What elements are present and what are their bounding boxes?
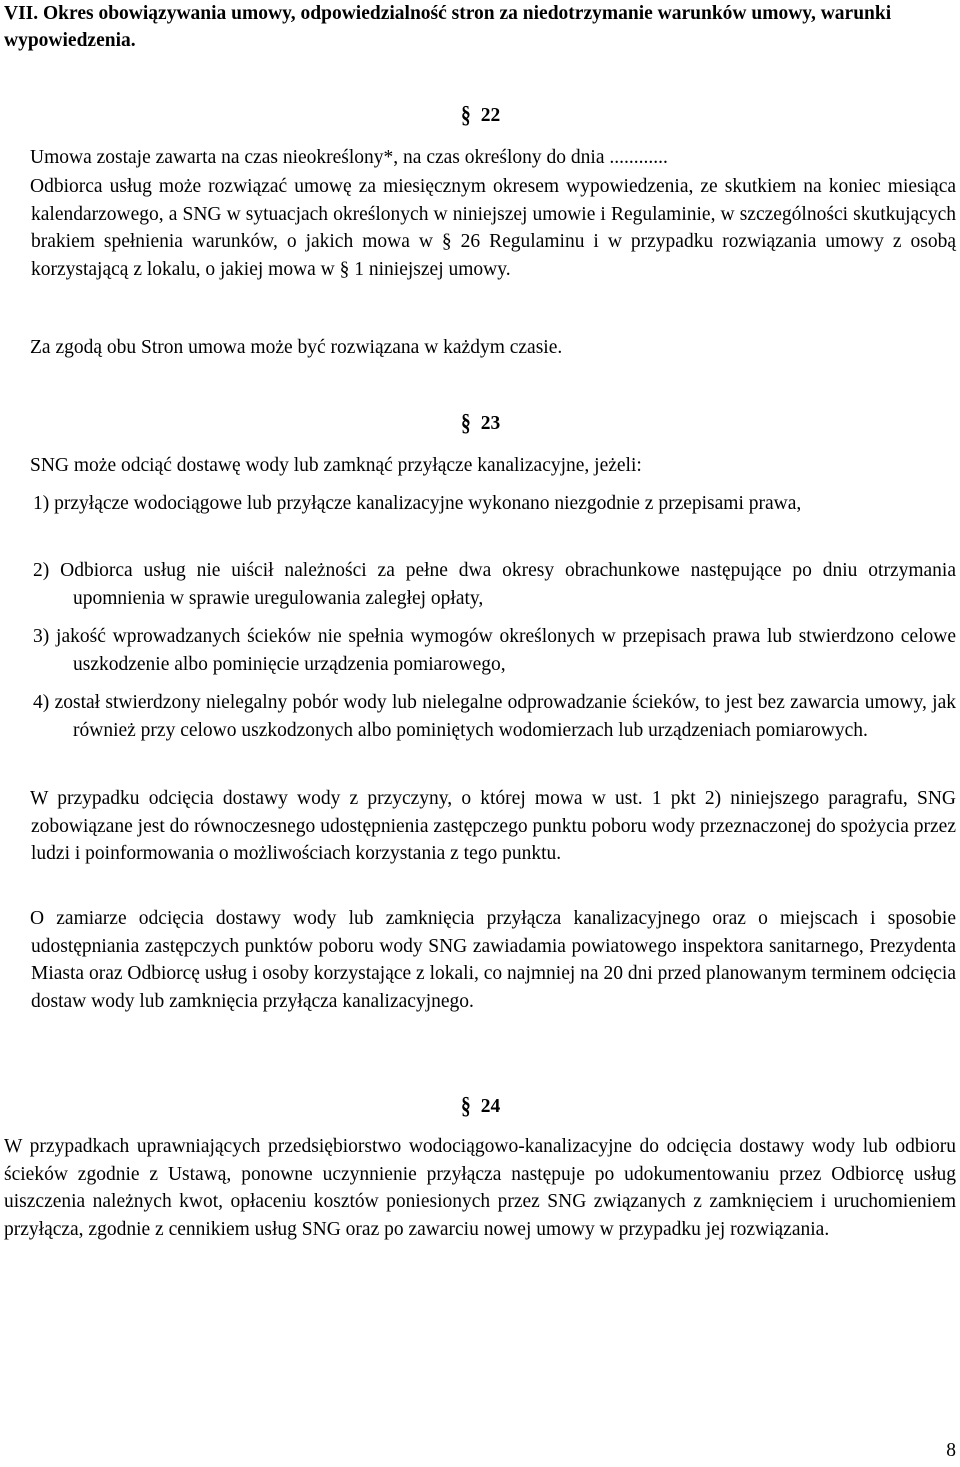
p23-subitem-3 <box>33 623 956 678</box>
item-number <box>4 785 30 813</box>
item-number <box>4 905 30 933</box>
p23-subitem-2 <box>33 557 956 612</box>
p22-item-2 <box>4 173 956 283</box>
paragraph-symbol: § <box>461 1093 471 1120</box>
paragraph-22-heading <box>461 104 500 128</box>
item-text: Umowa zostaje zawarta na czas nieokreślony*, na czas określony do dnia ............ <box>30 147 668 168</box>
section-heading: VII. Okres obowiązywania umowy, odpowiedzialność stron za niedotrzymanie warunków umowy, warunki wypowiedzenia. <box>4 3 892 51</box>
p23-subitem-4 <box>33 689 956 744</box>
paragraph-24-heading <box>461 1095 500 1119</box>
page-number: 8 <box>946 1440 956 1461</box>
paragraph-symbol: § <box>461 410 471 437</box>
item-number <box>4 173 30 201</box>
item-text: W przypadku odcięcia dostawy wody z przyczyny, o której mowa w ust. 1 pkt 2) niniejszego paragrafu, SNG zobowiązane jest do równoczesnego udostępnienia zastępczego punktu poboru wody przeznaczonej do spożycia przez ludzi i poinformowania o możliwościach korzystania z tego punktu. <box>30 788 956 864</box>
p23-item-3 <box>4 905 956 1015</box>
p22-item-1 <box>4 144 956 172</box>
subitem-text: został stwierdzony nielegalny pobór wody lub nielegalne odprowadzanie ścieków, to jest bez zawarcia umowy, jak również przy celowo uszkodzonych albo pominiętych wodomierzach lub urządzeniach pomiarowych. <box>54 692 957 741</box>
paragraph-symbol: § <box>461 102 471 129</box>
paragraph-number: 24 <box>480 1096 501 1117</box>
subitem-text: Odbiorca usług nie uiścił należności za pełne dwa okresy obrachunkowe następujące po dniu otrzymania upomnienia w sprawie uregulowania zaległej opłaty, <box>60 560 957 609</box>
subitem-text: przyłącze wodociągowe lub przyłącze kanalizacyjne wykonano niezgodnie z przepisami prawa, <box>54 493 802 514</box>
subitem-text: jakość wprowadzanych ścieków nie spełnia wymogów określonych w przepisach prawa lub stwierdzono celowe uszkodzenie albo pominięcie urządzenia pomiarowego, <box>56 626 957 675</box>
p24-text: W przypadkach uprawniających przedsiębiorstwo wodociągowo-kanalizacyjne do odcięcia dostawy wody lub odbioru ścieków zgodnie z Ustawą, ponowne uczynnienie przyłącza następuje po udokumentowaniu przez Odbiorcę usług uiszczenia należnych kwot, opłaceniu kosztów poniesionych przez SNG związanych z zamknięciem i uruchomieniem przyłącza, zgodnie z cennikiem usług SNG oraz po zawarciu nowej umowy w przypadku jej rozwiązania. <box>4 1136 956 1240</box>
paragraph-23-heading <box>461 412 500 436</box>
subitem-number: 3) <box>33 626 50 647</box>
item-text: O zamiarze odcięcia dostawy wody lub zamknięcia przyłącza kanalizacyjnego oraz o miejscach i sposobie udostępniania zastępczych punktów poboru wody SNG zawiadamia powiatowego inspektora sanitarnego, Prezydenta Miasta oraz Odbiorcę usług i osoby korzystające z lokali, co najmniej na 20 dni przed planowanym terminem odcięcia dostaw wody lub zamknięcia przyłącza kanalizacyjnego. <box>30 908 956 1012</box>
paragraph-number: 23 <box>480 413 501 434</box>
subitem-number: 1) <box>33 493 50 514</box>
item-text: Za zgodą obu Stron umowa może być rozwiązana w każdym czasie. <box>30 337 563 358</box>
paragraph-number: 22 <box>480 105 501 126</box>
item-text: SNG może odciąć dostawę wody lub zamknąć przyłącze kanalizacyjne, jeżeli: <box>30 455 642 476</box>
subitem-number: 4) <box>33 692 50 713</box>
p23-item-2 <box>4 785 956 868</box>
item-number <box>4 144 30 172</box>
p23-item-1 <box>4 452 956 480</box>
item-number <box>4 334 30 362</box>
subitem-number: 2) <box>33 560 50 581</box>
item-number <box>4 452 30 480</box>
item-text: Odbiorca usług może rozwiązać umowę za miesięcznym okresem wypowiedzenia, ze skutkiem na koniec miesiąca kalendarzowego, a SNG w sytuacjach określonych w niniejszej umowie i Regulaminie, w szczególności skutkujących brakiem spełnienia warunków, o jakich mowa w § 26 Regulaminu i w przypadku rozwiązania umowy z osobą korzystającą z lokalu, o jakiej mowa w § 1 niniejszej umowy. <box>30 176 956 280</box>
p23-subitem-1 <box>33 490 956 518</box>
p22-item-3 <box>4 334 956 362</box>
